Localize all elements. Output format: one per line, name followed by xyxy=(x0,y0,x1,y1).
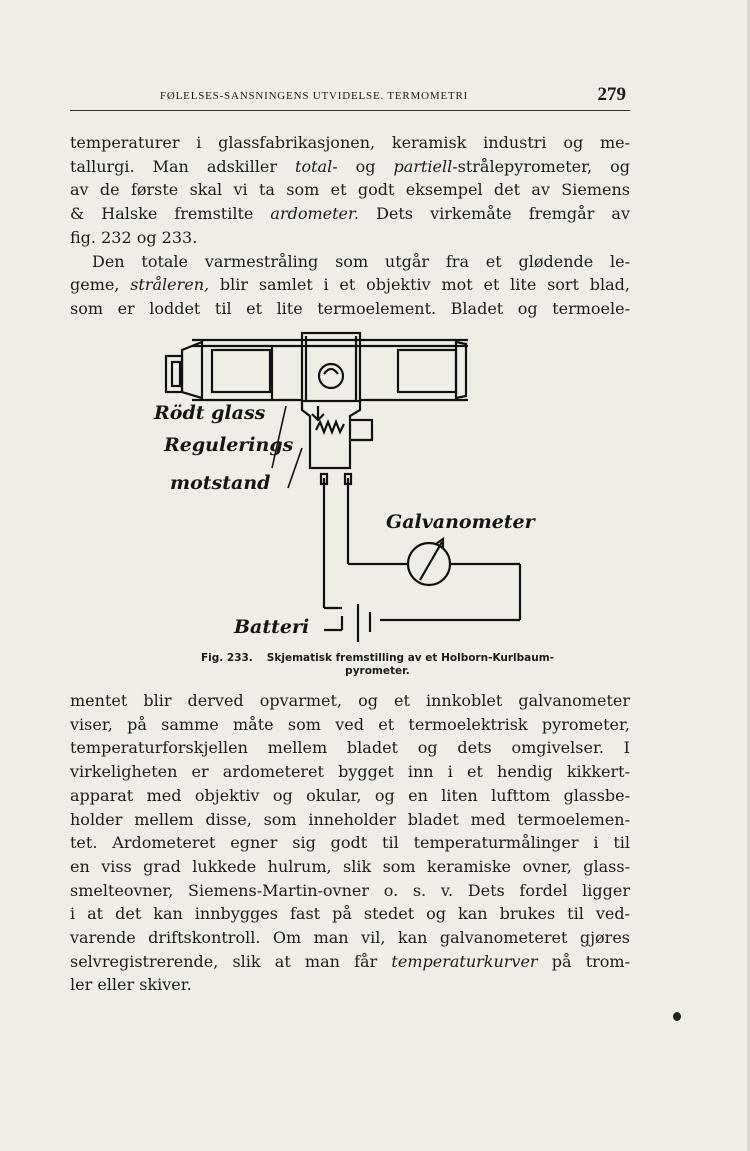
text-line: selvregistrerende, slik at man får temperaturkurver på trom- xyxy=(70,951,631,971)
text-line: varende driftskontroll. Om man vil, kan galvanometeret gjøres xyxy=(70,928,630,948)
text-line: temperaturer i glassfabrikasjonen, keramisk industri og me- xyxy=(70,133,630,152)
text-line: av de første skal vi ta som et godt eksempel det av Siemens xyxy=(70,180,630,200)
page-number: 279 xyxy=(597,84,626,105)
text-line: virkeligheten er ardometeret bygget inn i et hendig kikkert- xyxy=(70,762,630,782)
running-header xyxy=(70,84,630,111)
caption-text: Skjematisk fremstilling av et Holborn-Kurlbaum- xyxy=(266,652,555,664)
text-line: i at det kan innbygges fast på stedet og kan brukes til ved- xyxy=(70,904,630,924)
label-rodt-glass: Rödt glass xyxy=(154,402,266,424)
figure-number: Fig. 233. xyxy=(200,652,253,664)
body-text-top xyxy=(70,131,630,321)
text-line: tet. Ardometeret egner sig godt til temperaturmålinger i til xyxy=(70,833,630,853)
text-line: en viss grad lukkede hulrum, slik som keramiske ovner, glass- xyxy=(70,856,630,876)
ink-mark xyxy=(673,1012,681,1021)
text-line: Den totale varmestråling som utgår fra et glødende le- xyxy=(92,251,630,271)
label-batteri: Batteri xyxy=(234,616,310,638)
text-line: temperaturforskjellen mellem bladet og dets omgivelser. I xyxy=(70,738,630,758)
text-line: viser, på samme måte som ved et termoelektrisk pyrometer, xyxy=(70,714,630,734)
body-text-bottom xyxy=(70,689,630,997)
label-regulerings: Regulerings xyxy=(164,434,294,456)
text-line: ler eller skiver. xyxy=(70,975,192,995)
text-line: & Halske fremstilte ardometer. Dets virkemåte fremgår av xyxy=(70,204,631,224)
text-line: geme, stråleren, blir samlet i et objektiv mot et lite sort blad, xyxy=(70,275,630,295)
text-line: fig. 232 og 233. xyxy=(70,227,198,247)
label-motstand: motstand xyxy=(170,472,271,494)
pyrometer-diagram xyxy=(150,328,570,648)
running-title: FØLELSES-SANSNINGENS UTVIDELSE. TERMOMETRI xyxy=(160,90,469,102)
text-line: mentet blir derved opvarmet, og et innkoblet galvanometer xyxy=(70,691,630,710)
text-line: som er loddet til et lite termoelement. Bladet og termoele- xyxy=(70,298,630,318)
figure-caption xyxy=(100,652,655,678)
label-galvanometer: Galvanometer xyxy=(386,511,535,533)
text-line: smelteovner, Siemens-Martin-ovner o. s. v. Dets fordel ligger xyxy=(70,880,630,900)
caption-text-continued: pyrometer. xyxy=(345,665,410,677)
text-line: holder mellem disse, som inneholder bladet med termoelemen- xyxy=(70,809,630,829)
text-line: tallurgi. Man adskiller total- og partiell-strålepyrometer, og xyxy=(70,156,631,176)
text-line: apparat med objektiv og okular, og en liten lufttom glassbe- xyxy=(70,785,630,805)
